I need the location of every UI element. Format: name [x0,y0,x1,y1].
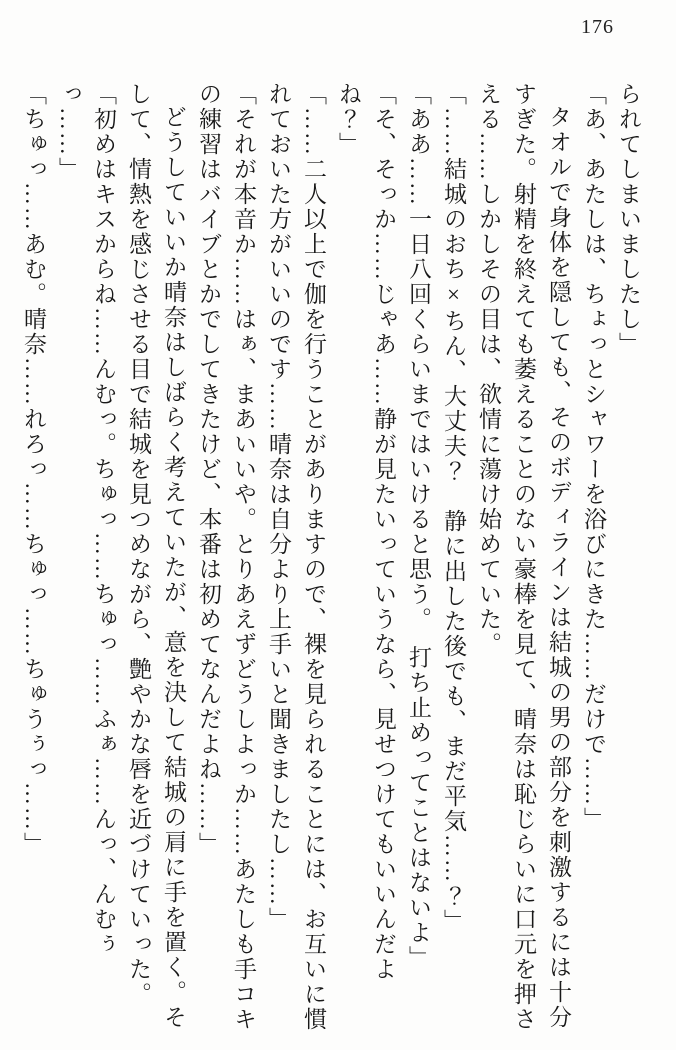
paragraph: 「あ、あたしは、ちょっとシャワーを浴びにきた……だけで……」 [581,82,606,832]
page-text [16,82,646,1034]
paragraph: 「そ、そっか……じゃあ……静が見たいっていうなら、見せつけてもいいんだよね？」 [336,82,396,982]
paragraph: タオルで身体を隠しても、そのボディラインは結城の男の部分を刺激するには十分すぎた。射精を終えても萎えることのない豪棒を見て、晴奈は恥じらいに口元を押さえる……しかしその目は、欲情に蕩け始めていた。 [476,82,571,1032]
paragraph: られてしまいましたし」 [616,82,641,357]
paragraph: 「ちゅっ……あむ。晴奈……れろっ……ちゅっ……ちゅうぅっ……」 [21,82,46,857]
page-number: 176 [581,16,614,38]
paragraph: どうしていいか晴奈はしばらく考えていたが、意を決して結城の肩に手を置く。そして、情熱を感じさせる目で結城を見つめながら、艶やかな唇を近づけていった。 [126,82,186,1030]
paragraph: 「それが本音か……はぁ、まあいいや。とりあえずどうしよっか……あたしも手コキの練習はバイブとかでしてきたけど、本番は初めてなんだよね……」 [196,82,256,1032]
paragraph: 「……二人以上で伽を行うことがありますので、裸を見られることには、お互いに慣れておいた方がいいのです……晴奈は自分より上手いと聞きましたし……」 [266,82,326,1032]
paragraph: 「ああ……一日八回くらいまではいけると思う。 打ち止めってことはないよ」 [406,82,431,971]
paragraph: 「……結城のおち×ちん、大丈夫？ 静に出した後でも、まだ平気……？」 [441,82,466,934]
paragraph: 「初めはキスからね……んむっ。ちゅっ……ちゅっ……ふぁ……んっ、んむぅっ……」 [56,82,116,957]
